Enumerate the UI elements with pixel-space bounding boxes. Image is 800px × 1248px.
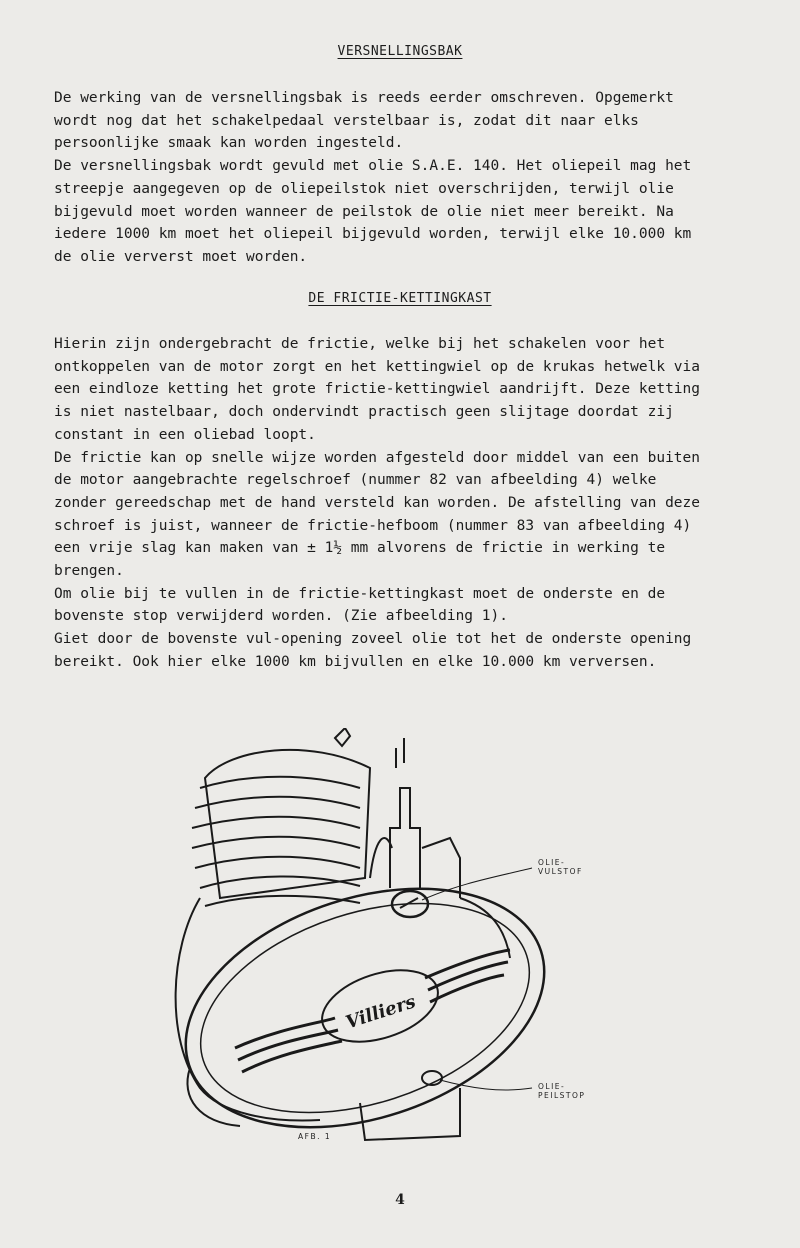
paragraph: Hierin zijn ondergebracht de frictie, welke bij het schakelen voor het ontkoppelen van de motor zorgt en het kettingwiel op de krukas hetwelk via een eindloze ketting het grote frictie-kettingwiel aandrijft. Deze ketting is niet nastelbaar, doch ondervindt practisch geen slijtage doordat zij constant in een oliebad loopt. (54, 336, 701, 443)
paragraph: Om olie bij te vullen in de frictie-kettingkast moet de onderste en de bovenste stop verwijderd worden. (Zie afbeelding 1). (54, 585, 666, 625)
label-line: VULSTOF (538, 867, 583, 876)
heading-frictie-kettingkast: DE FRICTIE-KETTINGKAST (308, 291, 492, 306)
label-line: OLIE- (538, 1082, 566, 1091)
label-line: OLIE- (538, 858, 566, 867)
heading-versnellingsbak: VERSNELLINGSBAK (337, 44, 463, 59)
section-versnellingsbak-text (54, 87, 704, 269)
label-olie-vulstop (538, 858, 583, 876)
engine-illustration (160, 728, 620, 1148)
label-line: PEILSTOP (538, 1091, 586, 1100)
paragraph: Giet door de bovenste vul-opening zoveel olie tot het de onderste opening bereikt. Ook hier elke 1000 km bijvullen en elke 10.000 km verversen. (54, 631, 692, 670)
section-frictie-text (54, 333, 704, 674)
paragraph: De frictie kan op snelle wijze worden afgesteld door middel van een buiten de motor aangebrachte regelschroef (nummer 82 van afbeelding 4) welke zonder gereedschap met de hand versteld kan worden. De afstelling van deze schroef is juist, wanneer de frictie-hefboom (nummer 83 van afbeelding 4) een vrije slag kan maken van ± 1½ mm alvorens de frictie in werking te brengen. (54, 449, 701, 580)
figure-caption: AFB. 1 (298, 1132, 332, 1141)
page-number: 4 (395, 1192, 405, 1208)
paragraph: De werking van de versnellingsbak is reeds eerder omschreven. Opgemerkt wordt nog dat het schakelpedaal verstelbaar is, zodat dit naar elks persoonlijke smaak kan worden ingesteld. (54, 90, 674, 152)
label-olie-peilstop (538, 1082, 585, 1100)
villiers-logo: Villiers (343, 991, 419, 1034)
paragraph: De versnellingsbak wordt gevuld met olie S.A.E. 140. Het oliepeil mag het streepje aangegeven op de oliepeilstok niet overschrijden, terwijl olie bijgevuld moet worden wanneer de peilstok de olie niet meer bereikt. Na iedere 1000 km moet het oliepeil bijgevuld worden, terwijl elke 10.000 km de olie ververst moet worden. (54, 158, 692, 265)
